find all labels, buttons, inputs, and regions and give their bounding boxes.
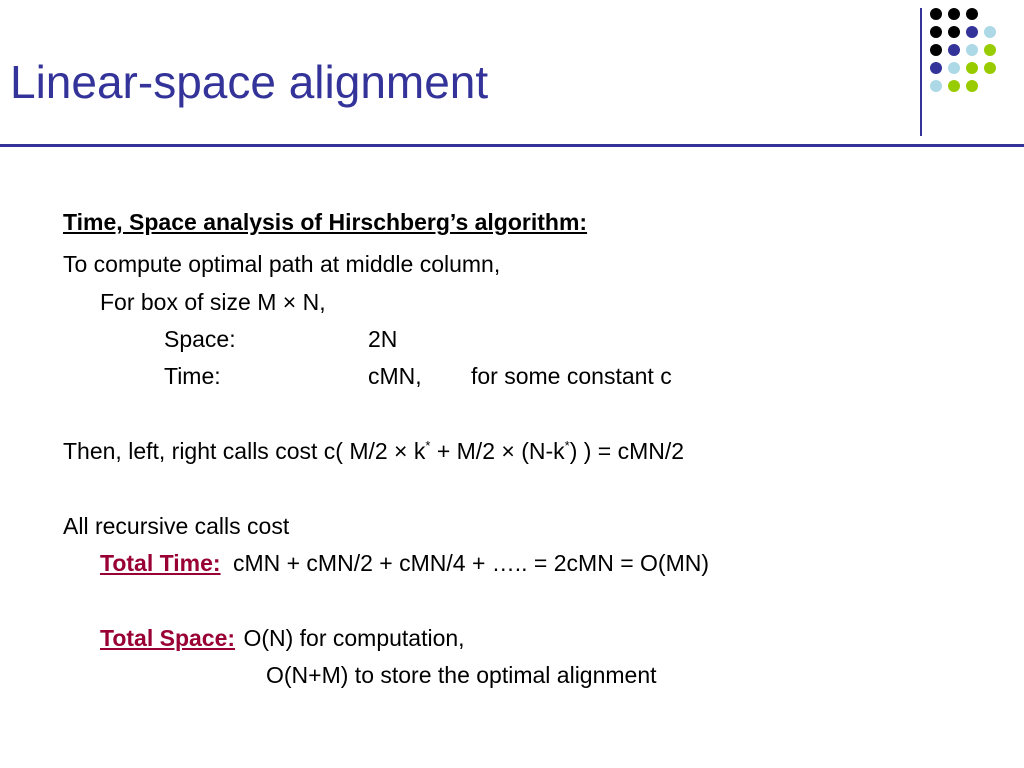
decorative-dot (930, 26, 942, 38)
line-calls-cost (63, 436, 684, 466)
decorative-dot (948, 44, 960, 56)
decorative-dot (948, 26, 960, 38)
line-time (164, 361, 764, 391)
decorative-dot (948, 8, 960, 20)
algorithm-heading: Time, Space analysis of Hirschberg’s algorithm: (63, 209, 588, 235)
decorative-dot (930, 8, 942, 20)
total-time-label: Total Time: (100, 550, 221, 576)
time-label: Time: (164, 363, 221, 389)
decorative-dot (984, 26, 996, 38)
calls-part-1: Then, left, right calls cost c( M/2 × k (63, 438, 426, 464)
decorative-dot (966, 44, 978, 56)
decorative-dot (930, 80, 942, 92)
decorative-dot (966, 8, 978, 20)
title-underline (0, 144, 1024, 147)
decorative-dot (948, 80, 960, 92)
calls-part-2: + M/2 × (N-k (430, 438, 565, 464)
decorative-dot (948, 62, 960, 74)
decorative-dot (930, 44, 942, 56)
total-space-value: O(N) for computation, (243, 625, 465, 651)
decorative-vertical-rule (920, 8, 922, 136)
time-note: for some constant c (471, 363, 672, 389)
decorative-dot (966, 80, 978, 92)
line-total-space (100, 623, 465, 653)
line-total-space-2: O(N+M) to store the optimal alignment (266, 662, 657, 688)
decorative-dot (984, 62, 996, 74)
line-recursive-calls: All recursive calls cost (63, 513, 290, 539)
line-box-size: For box of size M × N, (100, 289, 326, 315)
space-value: 2N (368, 326, 398, 352)
space-label: Space: (164, 326, 236, 352)
line-total-time (100, 548, 709, 578)
calls-sup-1: * (425, 438, 431, 453)
calls-sup-2: * (564, 438, 570, 453)
decorative-dot (966, 26, 978, 38)
line-compute-path: To compute optimal path at middle column, (63, 251, 501, 277)
line-space (164, 324, 724, 354)
decorative-dot (984, 44, 996, 56)
calls-part-3: ) ) = cMN/2 (569, 438, 685, 464)
total-time-value: cMN + cMN/2 + cMN/4 + ….. = 2cMN = O(MN) (232, 550, 710, 576)
slide-title: Linear-space alignment (10, 56, 489, 108)
decorative-dot (966, 62, 978, 74)
time-value: cMN, (368, 363, 422, 389)
total-space-label: Total Space: (100, 625, 236, 651)
decorative-dot (930, 62, 942, 74)
